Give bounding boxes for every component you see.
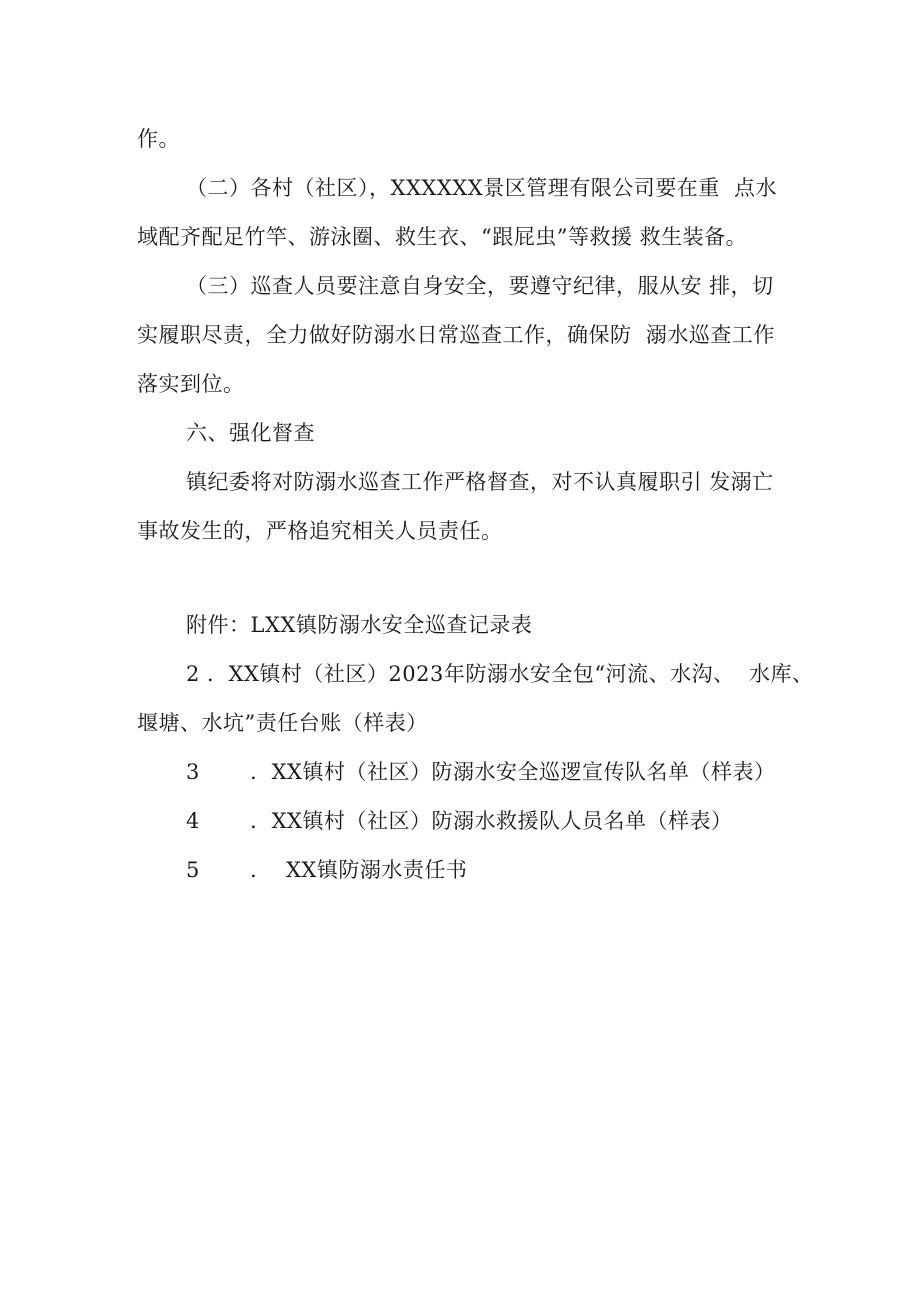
text-line: （三）巡查人员要注意自身安全，要遵守纪律，服从安 排，切 bbox=[186, 274, 774, 298]
attachment-item: 2 ．XX镇村（社区）2023年防溺水安全包“河流、水沟、 水库、 bbox=[186, 662, 814, 686]
attachment-item: 3 ．XX镇村（社区）防溺水安全巡逻宣传队名单（样表） bbox=[186, 760, 776, 784]
text-line: （二）各村（社区），XXXXXX景区管理有限公司要在重 点水 bbox=[186, 176, 778, 200]
text-line: 事故发生的，严格追究相关人员责任。 bbox=[137, 519, 503, 543]
attachment-item: 4 ．XX镇村（社区）防溺水救援队人员名单（样表） bbox=[186, 809, 733, 833]
attachment-item-continued: 堰塘、水坑”责任台账（样表） bbox=[137, 711, 428, 735]
text-line: 实履职尽责，全力做好防溺水日常巡查工作，确保防 溺水巡查工作 bbox=[137, 323, 775, 347]
text-line: 镇纪委将对防溺水巡查工作严格督查，对不认真履职引 发溺亡 bbox=[186, 470, 774, 494]
attachment-heading: 附件：LXX镇防溺水安全巡查记录表 bbox=[186, 613, 533, 637]
section-heading: 六、强化督查 bbox=[186, 421, 315, 445]
text-line: 作。 bbox=[137, 127, 180, 151]
text-line: 落实到位。 bbox=[137, 372, 245, 396]
attachment-item: 5 ． XX镇防溺水责任书 bbox=[186, 858, 468, 882]
text-line: 域配齐配足竹竿、游泳圈、救生衣、“跟屁虫”等救援 救生装备。 bbox=[137, 225, 748, 249]
